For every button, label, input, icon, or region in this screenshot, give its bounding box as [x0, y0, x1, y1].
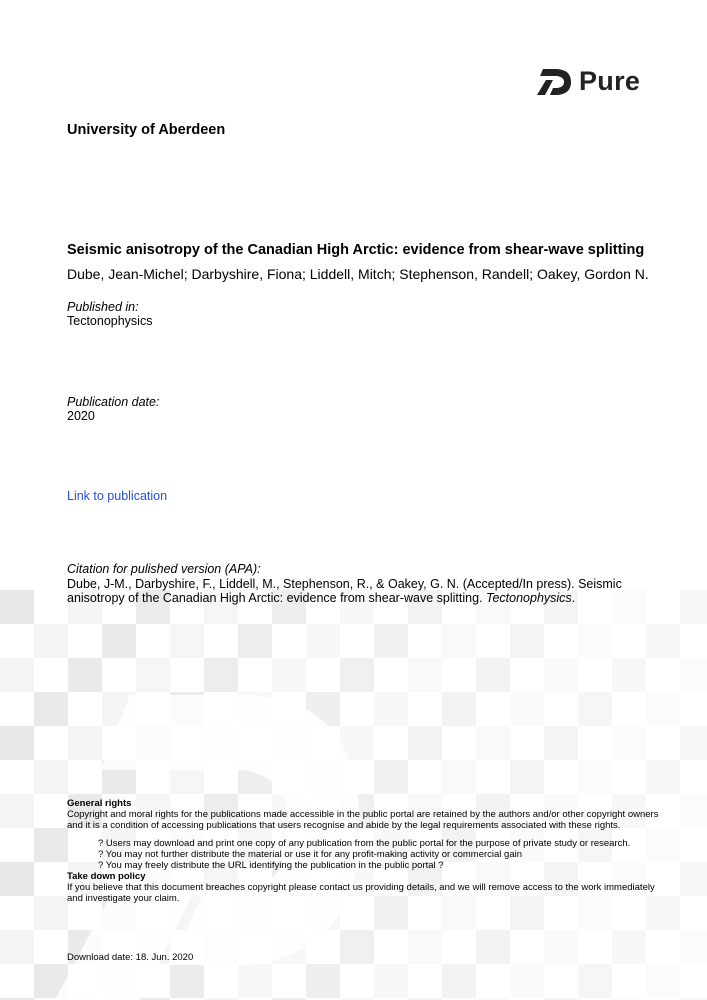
publication-title: Seismic anisotropy of the Canadian High Arctic: evidence from shear-wave splitting	[67, 242, 645, 258]
background-watermark	[0, 590, 707, 1000]
list-item: ? You may not further distribute the material or use it for any profit-making activity or commercial gain	[98, 849, 522, 860]
watermark-tile	[578, 964, 612, 998]
citation-label: Citation for pulished version (APA):	[67, 562, 261, 576]
watermark-tile	[510, 624, 544, 658]
download-date: Download date: 18. Jun. 2020	[67, 952, 194, 963]
published-in-label: Published in:	[67, 300, 139, 314]
watermark-tile	[170, 624, 204, 658]
watermark-tile	[578, 692, 612, 726]
watermark-tile	[476, 658, 510, 692]
publication-date-block	[67, 395, 159, 423]
watermark-tile	[68, 658, 102, 692]
watermark-tile	[374, 964, 408, 998]
watermark-tile	[442, 692, 476, 726]
watermark-tile	[578, 760, 612, 794]
watermark-tile	[408, 726, 442, 760]
watermark-tile	[510, 760, 544, 794]
watermark-tile	[34, 692, 68, 726]
watermark-tile	[34, 624, 68, 658]
watermark-tile	[204, 658, 238, 692]
citation-journal: Tectonophysics	[485, 591, 572, 605]
watermark-tile	[612, 726, 646, 760]
watermark-tile	[34, 896, 68, 930]
pure-logo	[535, 66, 640, 97]
watermark-tile	[68, 726, 102, 760]
watermark-tile	[0, 726, 34, 760]
watermark-tile	[34, 760, 68, 794]
watermark-tile	[340, 658, 374, 692]
watermark-tile	[680, 862, 707, 896]
link-to-publication[interactable]: Link to publication	[67, 489, 168, 503]
watermark-tile	[544, 930, 578, 964]
watermark-tile	[612, 658, 646, 692]
watermark-tile	[0, 590, 34, 624]
pure-logo-text: Pure	[579, 66, 641, 96]
institution-name: University of Aberdeen	[67, 122, 226, 138]
watermark-tile	[374, 692, 408, 726]
watermark-tile	[272, 658, 306, 692]
watermark-tile	[0, 794, 34, 828]
publication-date-label: Publication date:	[67, 395, 160, 409]
watermark-tile	[34, 828, 68, 862]
citation-body: Dube, J-M., Darbyshire, F., Liddell, M., Stephenson, R., & Oakey, G. N. (Accepted/In press). Seismic anisotropy of the Canadian High Arctic: evidence from shear-wave splitting.	[67, 576, 622, 605]
watermark-tile	[0, 930, 34, 964]
watermark-tile	[646, 964, 680, 998]
list-item: ? You may freely distribute the URL identifying the publication in the public portal ?	[98, 860, 444, 871]
watermark-tile	[238, 964, 272, 998]
watermark-tile	[306, 624, 340, 658]
watermark-tile	[0, 862, 34, 896]
citation-block	[67, 562, 667, 606]
watermark-tile	[646, 692, 680, 726]
watermark-tile	[306, 964, 340, 998]
watermark-tile	[102, 624, 136, 658]
watermark-tile	[442, 760, 476, 794]
watermark-tile	[476, 726, 510, 760]
watermark-tile	[0, 658, 34, 692]
rights-bullet-list	[98, 838, 658, 871]
published-in-block	[67, 300, 152, 328]
authors-list: Dube, Jean-Michel; Darbyshire, Fiona; Liddell, Mitch; Stephenson, Randell; Oakey, Gordon N.	[67, 266, 649, 282]
watermark-tile	[680, 658, 707, 692]
citation-text	[67, 577, 667, 606]
take-down-block	[67, 871, 667, 904]
watermark-tile	[510, 964, 544, 998]
watermark-tile	[680, 590, 707, 624]
watermark-tile	[374, 624, 408, 658]
watermark-tile	[442, 624, 476, 658]
citation-end: .	[571, 591, 576, 605]
take-down-heading: Take down policy	[67, 871, 146, 882]
watermark-tile	[238, 624, 272, 658]
take-down-text: If you believe that this document breaches copyright please contact us providing details, and we will remove access to the work immediately and investigate your claim.	[67, 882, 655, 904]
watermark-tile	[170, 964, 204, 998]
watermark-tile	[476, 930, 510, 964]
watermark-tile	[646, 760, 680, 794]
watermark-tile	[136, 658, 170, 692]
watermark-tile	[578, 624, 612, 658]
watermark-tile	[374, 760, 408, 794]
watermark-tile	[680, 930, 707, 964]
watermark-tile	[544, 726, 578, 760]
watermark-tile	[408, 658, 442, 692]
publication-date-value: 2020	[67, 409, 95, 423]
watermark-tile	[510, 692, 544, 726]
watermark-tile	[680, 726, 707, 760]
watermark-tile	[646, 624, 680, 658]
general-rights-heading: General rights	[67, 798, 132, 809]
published-in-value: Tectonophysics	[67, 314, 153, 328]
pure-logo-icon	[535, 67, 575, 97]
watermark-tile	[408, 930, 442, 964]
general-rights-block	[67, 798, 667, 831]
general-rights-text: Copyright and moral rights for the publications made accessible in the public portal are retained by the authors and/or other copyright owners and it is a condition of accessing publications that users recognise and abide by the legal requirements associated with these rights.	[67, 809, 659, 831]
watermark-tile	[612, 930, 646, 964]
watermark-tile	[544, 658, 578, 692]
watermark-tile	[340, 930, 374, 964]
watermark-tile	[442, 964, 476, 998]
list-item: ? Users may download and print one copy of any publication from the public portal for the purpose of private study or research.	[98, 838, 631, 849]
watermark-tile	[680, 794, 707, 828]
